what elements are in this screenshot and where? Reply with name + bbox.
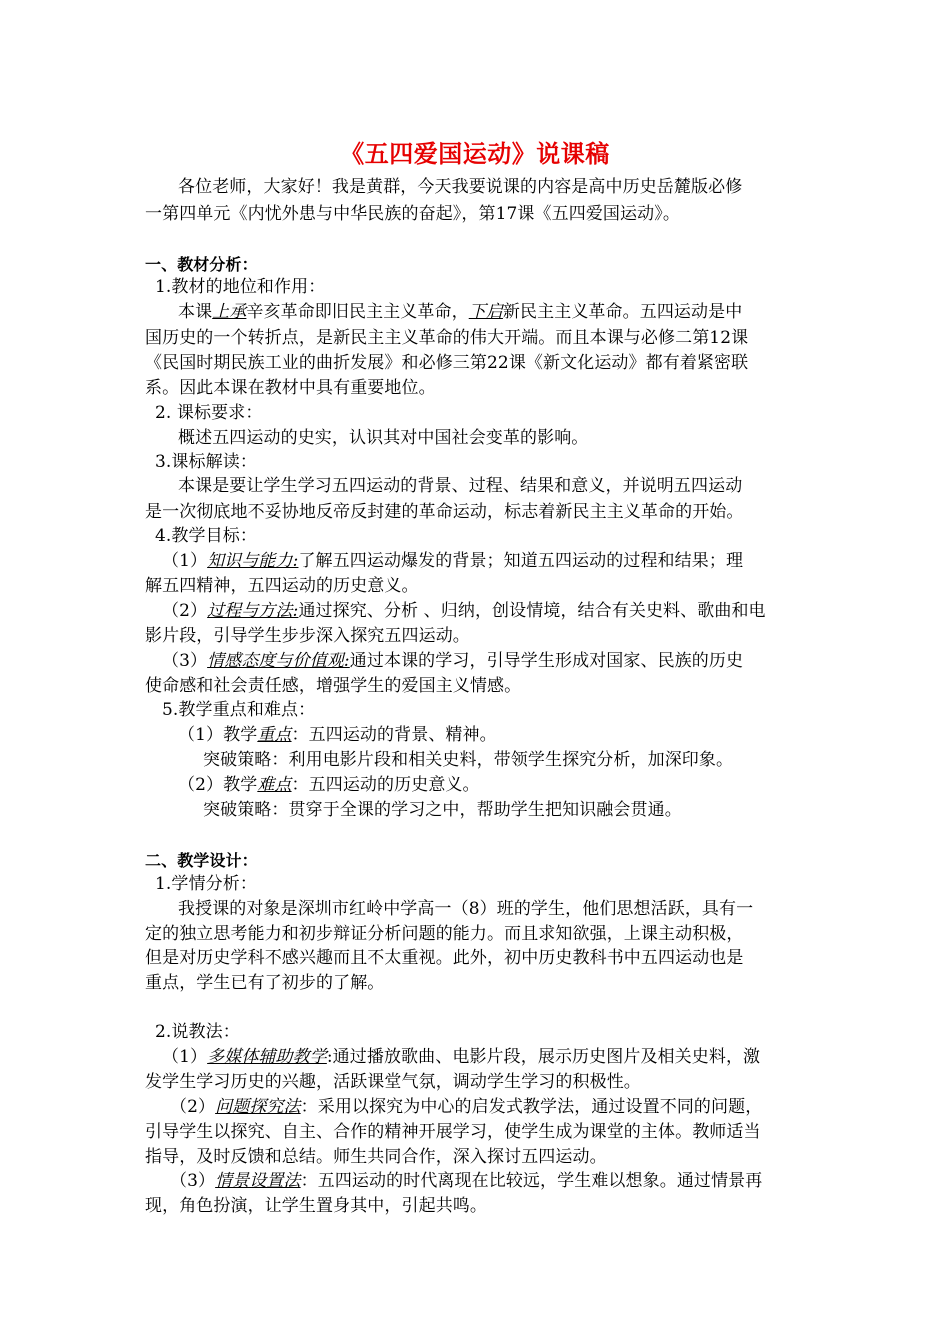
text-run: ：五四运动的历史意义。 — [291, 775, 480, 795]
s1-p3-heading: 3.课标解读： — [155, 452, 257, 472]
method-1-line-2: 发学生学习历史的兴趣，活跃课堂气氛，调动学生学习的积极性。 — [145, 1072, 641, 1092]
s1-p1-line-2: 国历史的一个转折点，是新民主主义革命的伟大开端。而且本课与必修二第12课 — [145, 328, 749, 348]
goal-2-line-2: 影片段，引导学生步步深入探究五四运动。 — [145, 626, 470, 646]
goal-2-line-1 — [162, 600, 766, 622]
s1-p3-line-2: 是一次彻底地不妥协地反帝反封建的革命运动，标志着新民主主义革命的开始。 — [145, 502, 744, 522]
s1-p1-line-1 — [178, 301, 742, 323]
intro-line-2: 一第四单元《内忧外患与中华民族的奋起》，第17课《五四爱国运动》。 — [145, 204, 680, 224]
s1-p4-heading: 4.教学目标： — [155, 526, 257, 546]
goal-3-line-2: 使命感和社会责任感，增强学生的爱国主义情感。 — [145, 676, 522, 696]
key-point-strategy: 突破策略：利用电影片段和相关史料，带领学生探究分析，加深印象。 — [203, 750, 734, 770]
text-run: 通过探究、分析 、归纳，创设情境，结合有关史料、歌曲和电 — [298, 601, 766, 621]
text-run: （1）教学 — [178, 725, 258, 745]
underlined-term: 重点 — [257, 725, 292, 745]
text-run: 通过本课的学习，引导学生形成对国家、民族的历史 — [349, 651, 744, 671]
s2-p1-line-3: 但是对历史学科不感兴趣而且不太重视。此外，初中历史教科书中五四运动也是 — [145, 948, 744, 968]
method-2-line-3: 指导，及时反馈和总结。师生共同合作，深入探讨五四运动。 — [145, 1147, 607, 1167]
underlined-term: 上承 — [212, 302, 247, 322]
text-run: ：五四运动的时代离现在比较远，学生难以想象。通过情景再 — [300, 1171, 763, 1191]
s1-p5-heading: 5.教学重点和难点： — [162, 700, 316, 720]
s2-p1-line-1: 我授课的对象是深圳市红岭中学高一（8）班的学生，他们思想活跃，具有一 — [178, 899, 754, 919]
goal-number: （2） — [162, 601, 208, 621]
intro-line-1: 各位老师，大家好！我是黄群，今天我要说课的内容是高中历史岳麓版必修 — [178, 177, 743, 197]
underlined-term: 问题探究法 — [215, 1097, 301, 1117]
section-1-heading: 一、教材分析： — [145, 255, 258, 274]
underlined-term: 情景设置法 — [215, 1171, 301, 1191]
s2-p1-line-2: 定的独立思考能力和初步辩证分析问题的能力。而且求知欲强，上课主动积极， — [145, 924, 744, 944]
document-title: 《五四爱国运动》说课稿 — [340, 140, 610, 168]
method-number: （1） — [162, 1047, 208, 1067]
text-run: 本课 — [178, 302, 213, 322]
s1-p2-heading: 2. 课标要求： — [155, 403, 263, 423]
s2-p1-heading: 1.学情分析： — [155, 874, 257, 894]
goal-1-line-2: 解五四精神，五四运动的历史意义。 — [145, 576, 419, 596]
difficulty-strategy: 突破策略：贯穿于全课的学习之中，帮助学生把知识融会贯通。 — [203, 800, 682, 820]
s1-p1-line-4: 系。因此本课在教材中具有重要地位。 — [145, 378, 436, 398]
underlined-term: 下启 — [468, 302, 503, 322]
s1-p1-heading: 1.教材的地位和作用： — [155, 277, 326, 297]
method-3-line-1 — [170, 1170, 762, 1192]
text-run: 新民主主义革命。五四运动是中 — [502, 302, 743, 322]
text-run: （2）教学 — [178, 775, 258, 795]
goal-1-line-1 — [162, 550, 743, 572]
method-3-line-2: 现，角色扮演，让学生置身其中，引起共鸣。 — [145, 1196, 487, 1216]
key-point-line — [178, 724, 497, 746]
method-2-line-1 — [170, 1096, 762, 1118]
text-run: ：五四运动的背景、精神。 — [291, 725, 497, 745]
s1-p1-line-3: 《民国时期民族工业的曲折发展》和必修三第22课《新文化运动》都有着紧密联 — [145, 353, 749, 373]
s2-p1-line-4: 重点，学生已有了初步的了解。 — [145, 973, 385, 993]
underlined-term: 知识与能力: — [207, 551, 299, 571]
s2-p2-heading: 2.说教法： — [155, 1022, 240, 1042]
s1-p2-line-1: 概述五四运动的史实，认识其对中国社会变革的影响。 — [178, 428, 589, 448]
underlined-term: 多媒体辅助教学 — [207, 1047, 327, 1067]
section-2-heading: 二、教学设计： — [145, 851, 258, 870]
goal-number: （1） — [162, 551, 208, 571]
goal-number: （3） — [162, 651, 208, 671]
method-2-line-2: 引导学生以探究、自主、合作的精神开展学习，使学生成为课堂的主体。教师适当 — [145, 1122, 761, 1142]
difficulty-line — [178, 774, 480, 796]
underlined-term: 难点 — [257, 775, 292, 795]
underlined-term: 过程与方法: — [207, 601, 299, 621]
text-run: 辛亥革命即旧民主主义革命， — [246, 302, 469, 322]
method-number: （2） — [170, 1097, 216, 1117]
s1-p3-line-1: 本课是要让学生学习五四运动的背景、过程、结果和意义，并说明五四运动 — [178, 476, 743, 496]
goal-3-line-1 — [162, 650, 743, 672]
text-run: 了解五四运动爆发的背景；知道五四运动的过程和结果；理 — [298, 551, 744, 571]
underlined-term: 情感态度与价值观: — [207, 651, 350, 671]
text-run: :通过播放歌曲、电影片段，展示历史图片及相关史料，激 — [326, 1047, 761, 1067]
method-number: （3） — [170, 1171, 216, 1191]
method-1-line-1 — [162, 1046, 760, 1068]
text-run: ：采用以探究为中心的启发式教学法，通过设置不同的问题， — [300, 1097, 763, 1117]
